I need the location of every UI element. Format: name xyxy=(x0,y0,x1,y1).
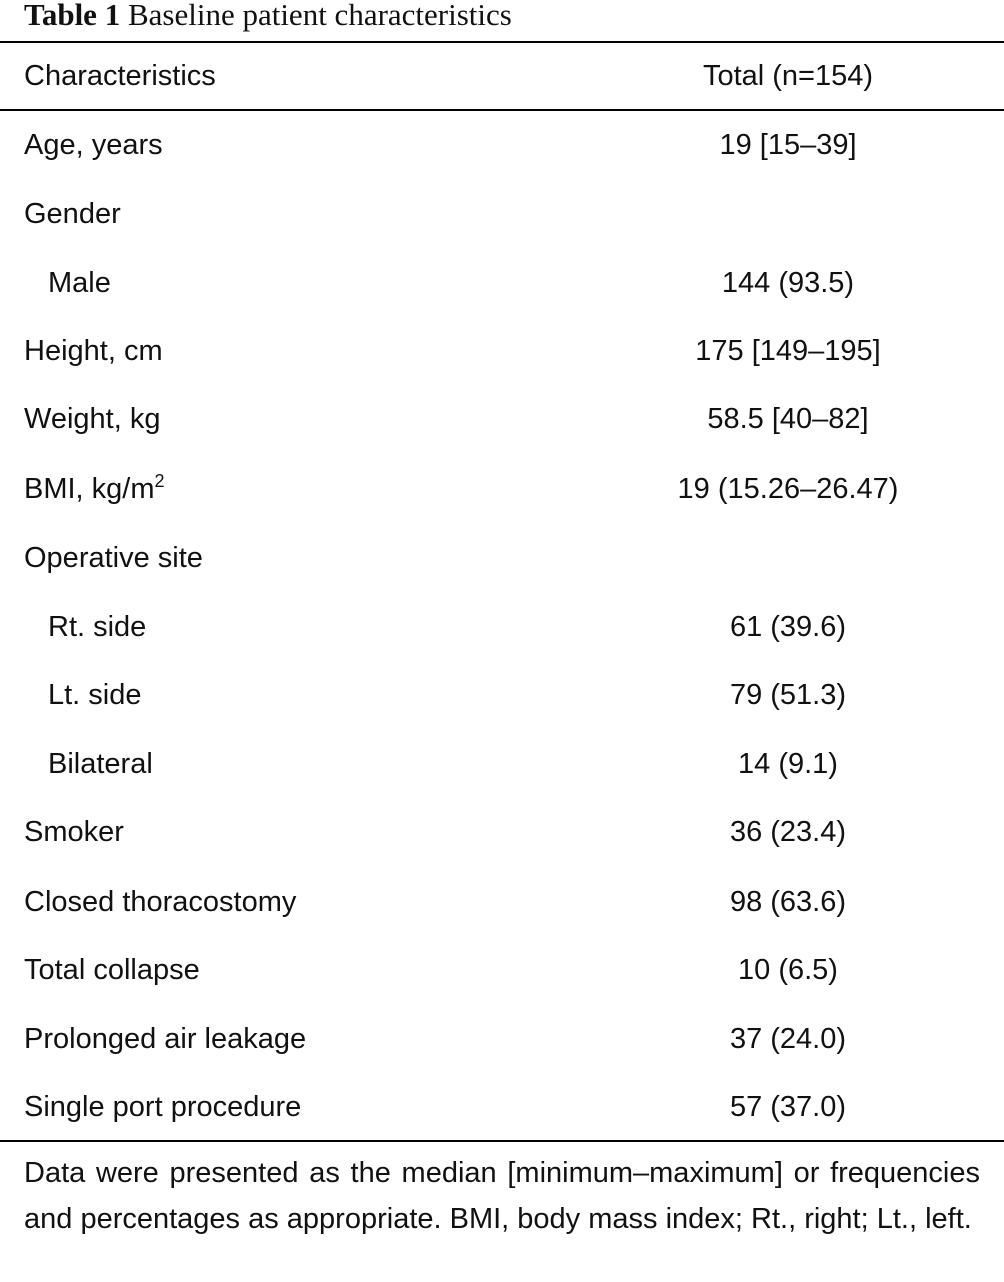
table-row xyxy=(0,536,1004,580)
row-label xyxy=(24,467,165,511)
row-label: Prolonged air leakage xyxy=(24,1023,307,1055)
row-label: Gender xyxy=(24,198,121,230)
table-row xyxy=(0,1017,1004,1061)
row-value: 19 [15–39] xyxy=(719,129,857,161)
row-label: Operative site xyxy=(24,542,203,574)
header-rule xyxy=(0,109,1004,111)
superscript-two: 2 xyxy=(154,471,165,491)
bmi-label: BMI, kg/m xyxy=(24,473,155,505)
row-value: 175 [149–195] xyxy=(695,335,881,367)
row-label: Rt. side xyxy=(48,611,147,643)
row-label: Age, years xyxy=(24,129,163,161)
table-row xyxy=(0,1085,1004,1129)
row-value: 37 (24.0) xyxy=(729,1023,847,1055)
table-row xyxy=(0,880,1004,924)
table-row xyxy=(0,948,1004,992)
row-value: 19 (15.26–26.47) xyxy=(677,473,899,505)
row-label: Male xyxy=(48,267,111,299)
table-row xyxy=(0,192,1004,236)
table-row xyxy=(0,467,1004,511)
top-rule xyxy=(0,41,1004,43)
row-label: Total collapse xyxy=(24,954,200,986)
table-row xyxy=(0,329,1004,373)
row-value: 98 (63.6) xyxy=(729,886,847,918)
table-title: Baseline patient characteristics xyxy=(127,0,512,32)
row-value: 10 (6.5) xyxy=(738,954,838,986)
row-label: Smoker xyxy=(24,816,124,848)
row-value: 61 (39.6) xyxy=(729,611,847,643)
table-header-row xyxy=(0,54,1004,98)
row-value: 57 (37.0) xyxy=(729,1091,847,1123)
row-label: Closed thoracostomy xyxy=(24,886,297,918)
table-row xyxy=(0,261,1004,305)
row-label: Lt. side xyxy=(48,679,142,711)
table-caption xyxy=(24,0,512,36)
header-total: Total (n=154) xyxy=(702,60,874,92)
table-row xyxy=(0,605,1004,649)
row-value: 79 (51.3) xyxy=(729,679,847,711)
row-label: Bilateral xyxy=(48,748,153,780)
header-characteristics: Characteristics xyxy=(24,60,216,92)
bottom-rule xyxy=(0,1140,1004,1142)
row-value: 58.5 [40–82] xyxy=(707,403,869,435)
row-value: 144 (93.5) xyxy=(721,267,855,299)
row-label: Single port procedure xyxy=(24,1091,302,1123)
table-row xyxy=(0,742,1004,786)
table-row xyxy=(0,673,1004,717)
row-label: Height, cm xyxy=(24,335,163,367)
table-footnote: Data were presented as the median [minimum–maximum] or frequencies and percentages as appropriate. BMI, body mass index; Rt., right; Lt., left. xyxy=(24,1157,980,1235)
table-row xyxy=(0,810,1004,854)
table-row xyxy=(0,397,1004,441)
row-value: 14 (9.1) xyxy=(738,748,838,780)
table-row xyxy=(0,123,1004,167)
row-label: Weight, kg xyxy=(24,403,161,435)
row-value: 36 (23.4) xyxy=(729,816,847,848)
table-number: Table 1 xyxy=(24,0,121,32)
